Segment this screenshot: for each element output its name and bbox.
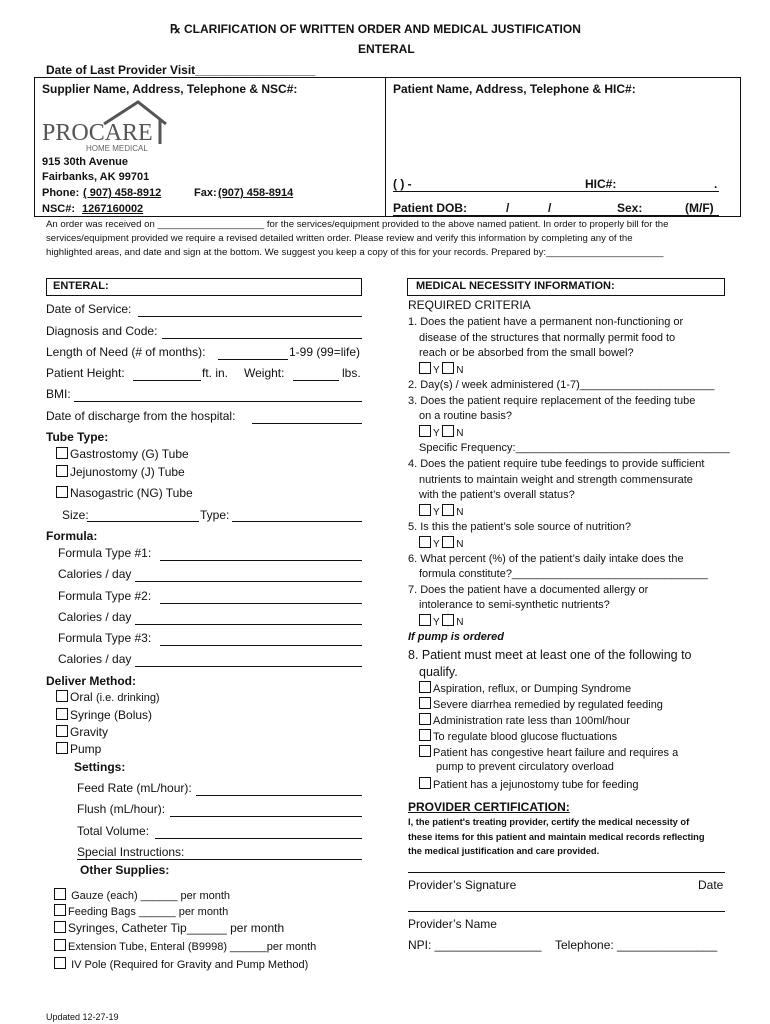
q6-line1: 6. What percent (%) of the patient’s daily intake does the — [408, 553, 684, 565]
calories1-label: Calories / day — [58, 567, 132, 581]
form-subtitle: ENTERAL — [358, 42, 415, 56]
supplier-nsc-label: NSC#: — [42, 203, 76, 215]
total-volume-label: Total Volume: — [77, 824, 150, 838]
no-label: N — [456, 507, 464, 518]
criteria-glucose[interactable] — [419, 729, 617, 743]
supplier-phone: ( 907) 458-8912 — [83, 187, 162, 199]
q1-line3: reach or be absorbed from the small bowel? — [419, 347, 634, 359]
checkbox[interactable] — [419, 614, 431, 626]
diagnosis-label: Diagnosis and Code: — [46, 324, 158, 338]
special-instructions-input[interactable] — [77, 859, 362, 860]
length-need-input[interactable] — [218, 359, 288, 360]
length-need-range: 1-99 (99=life) — [289, 345, 361, 359]
syringe-label: Syringe (Bolus) — [70, 708, 153, 722]
intro-line3: highlighted areas, and date and sign at the bottom. We suggest you keep a copy of this for your records. Prepared by:______________________ — [46, 247, 664, 258]
criteria-diarrhea[interactable] — [419, 697, 663, 711]
feeding-bags-label: Feeding Bags ______ per month — [68, 906, 229, 918]
settings-label: Settings: — [74, 760, 126, 774]
checkbox[interactable] — [56, 690, 68, 702]
provider-date[interactable]: Date — [698, 878, 724, 892]
medical-header: MEDICAL NECESSITY INFORMATION: — [416, 280, 615, 292]
tube-gastrostomy-label: Gastrostomy (G) Tube — [70, 447, 189, 461]
date-of-service-label: Date of Service: — [46, 302, 132, 316]
checkbox[interactable] — [419, 536, 431, 548]
checkbox[interactable] — [419, 681, 431, 693]
oral-label: Oral — [70, 690, 93, 704]
cert-line2: these items for this patient and maintain medical records reflecting — [408, 832, 705, 842]
supplier-nsc: 1267160002 — [82, 203, 144, 215]
tube-nasogastric[interactable] — [56, 486, 193, 500]
type-label: Type: — [200, 508, 230, 522]
checkbox[interactable] — [56, 465, 68, 477]
criteria-chf-line2: pump to prevent circulatory overload — [436, 761, 614, 773]
no-label: N — [456, 365, 464, 376]
calories3-input[interactable] — [135, 666, 362, 667]
provider-name[interactable]: Provider’s Name — [408, 917, 497, 931]
criteria-aspiration[interactable] — [419, 681, 631, 695]
weight-input[interactable] — [293, 380, 339, 381]
no-label: N — [456, 428, 464, 439]
discharge-label: Date of discharge from the hospital: — [46, 409, 236, 423]
q8-line2: qualify. — [419, 665, 458, 679]
q1-line1: 1. Does the patient have a permanent non-functioning or — [408, 316, 684, 328]
c4-label: To regulate blood glucose fluctuations — [433, 731, 618, 743]
q6-line2[interactable]: formula constitute?________________________________ — [419, 568, 708, 580]
tube-jejunostomy[interactable] — [56, 465, 185, 479]
supply-syringes[interactable] — [54, 921, 284, 935]
checkbox[interactable] — [56, 486, 68, 498]
patient-phone-field[interactable]: ( ) - — [393, 177, 412, 191]
c2-label: Severe diarrhea remedied by regulated feeding — [433, 699, 663, 711]
patient-hic-end: . — [714, 177, 718, 191]
q7-yes-no[interactable] — [419, 614, 464, 628]
criteria-chf[interactable] — [419, 745, 678, 759]
enteral-header: ENTERAL: — [53, 280, 109, 292]
patient-phone-line — [393, 191, 719, 192]
supplier-address1: 915 30th Avenue — [42, 156, 129, 168]
q2[interactable]: 2. Day(s) / week administered (1-7)______________________ — [408, 379, 715, 391]
deliver-syringe[interactable] — [56, 708, 152, 722]
patient-dob-line — [393, 215, 719, 216]
patient-sex-label[interactable]: Sex: — [617, 201, 643, 215]
q3-yes-no[interactable] — [419, 425, 464, 439]
checkbox[interactable] — [54, 957, 66, 969]
formula2-input[interactable] — [160, 603, 362, 604]
procare-logo — [42, 98, 172, 158]
q5: 5. Is this the patient’s sole source of nutrition? — [408, 521, 631, 533]
dob-slash-2: / — [548, 201, 552, 215]
checkbox[interactable] — [56, 708, 68, 720]
q3-line2: on a routine basis? — [419, 410, 512, 422]
yes-label: Y — [433, 539, 440, 550]
q7-line1: 7. Does the patient have a documented allergy or — [408, 584, 649, 596]
checkbox[interactable] — [56, 742, 68, 754]
q5-yes-no[interactable] — [419, 536, 464, 550]
patient-label: Patient Name, Address, Telephone & HIC#: — [393, 82, 636, 96]
provider-npi[interactable]: NPI: ________________ — [408, 938, 542, 952]
type-input[interactable] — [232, 521, 362, 522]
c5-label: Patient has congestive heart failure and requires a — [433, 747, 679, 759]
date-of-service-input[interactable] — [138, 316, 362, 317]
q3-line1: 3. Does the patient require replacement of the feeding tube — [408, 395, 696, 407]
supplier-fax: (907) 458-8914 — [218, 187, 294, 199]
criteria-jejunostomy[interactable] — [419, 777, 638, 791]
q7-line2: intolerance to semi-synthetic nutrients? — [419, 599, 610, 611]
checkbox[interactable] — [419, 362, 431, 374]
no-label: N — [456, 539, 464, 550]
provider-telephone[interactable]: Telephone: _______________ — [555, 938, 718, 952]
formula2-label: Formula Type #2: — [58, 589, 152, 603]
checkbox[interactable] — [419, 713, 431, 725]
oral-note: (i.e. drinking) — [96, 692, 160, 704]
cert-line3: the medical justification and care provided. — [408, 846, 600, 856]
yes-label: Y — [433, 507, 440, 518]
patient-dob-label[interactable]: Patient DOB: — [393, 201, 468, 215]
yes-label: Y — [433, 617, 440, 628]
supplier-address2: Fairbanks, AK 99701 — [42, 171, 150, 183]
iv-pole-label: IV Pole (Required for Gravity and Pump Method) — [71, 959, 309, 971]
c3-label: Administration rate less than 100ml/hour — [433, 715, 630, 727]
name-top-line — [408, 911, 725, 912]
deliver-gravity[interactable] — [56, 725, 108, 739]
checkbox[interactable] — [419, 729, 431, 741]
deliver-oral[interactable] — [56, 690, 160, 704]
tube-nasogastric-label: Nasogastric (NG) Tube — [70, 486, 193, 500]
tube-gastrostomy[interactable] — [56, 447, 189, 461]
other-supplies-label: Other Supplies: — [80, 863, 170, 877]
q4-line3: with the patient’s overall status? — [419, 489, 575, 501]
q1-line2: disease of the structures that normally permit food to — [419, 332, 676, 344]
supplier-phone-label: Phone: — [42, 187, 80, 199]
checkbox[interactable] — [54, 904, 66, 916]
logo-subtext: HOME MEDICAL — [86, 144, 148, 153]
gauze-label: Gauze (each) ______ per month — [71, 890, 231, 902]
length-need-label: Length of Need (# of months): — [46, 345, 206, 359]
provider-cert-header: PROVIDER CERTIFICATION: — [408, 800, 570, 814]
no-label: N — [456, 617, 464, 628]
dob-slash-1: / — [506, 201, 510, 215]
cert-line1: I, the patient's treating provider, certify the medical necessity of — [408, 817, 690, 827]
supplier-label: Supplier Name, Address, Telephone & NSC#: — [42, 82, 298, 96]
height-input[interactable] — [133, 380, 201, 381]
c1-label: Aspiration, reflux, or Dumping Syndrome — [433, 683, 632, 695]
checkbox[interactable] — [419, 425, 431, 437]
q4-line1: 4. Does the patient require tube feedings to provide sufficient — [408, 458, 705, 470]
signature-top-line — [408, 872, 725, 873]
syringes-label: Syringes, Catheter Tip______ per month — [68, 921, 285, 935]
deliver-method-label: Deliver Method: — [46, 674, 137, 688]
checkbox[interactable] — [54, 921, 66, 933]
checkbox[interactable] — [442, 425, 454, 437]
checkbox[interactable] — [419, 697, 431, 709]
weight-unit: lbs. — [342, 366, 361, 380]
intro-line1: An order was received on ____________________ for the services/equipment provided to the above named patient. In order to properly bill for the — [46, 219, 669, 230]
supply-extension-tube[interactable] — [54, 939, 316, 953]
checkbox[interactable] — [54, 888, 66, 900]
checkbox[interactable] — [442, 362, 454, 374]
q4-line2: nutrients to maintain weight and strength commensurate — [419, 474, 693, 486]
total-volume-input[interactable] — [155, 838, 362, 839]
flush-input[interactable] — [170, 816, 362, 817]
last-visit-field[interactable]: Date of Last Provider Visit__________________ — [46, 63, 316, 77]
feed-rate-label: Feed Rate (mL/hour): — [77, 781, 192, 795]
size-input[interactable] — [87, 521, 199, 522]
gravity-label: Gravity — [70, 725, 109, 739]
checkbox[interactable] — [419, 777, 431, 789]
provider-signature[interactable]: Provider’s Signature — [408, 878, 517, 892]
checkbox[interactable] — [419, 745, 431, 757]
checkbox[interactable] — [442, 504, 454, 516]
if-pump-ordered: If pump is ordered — [408, 631, 504, 643]
tube-jejunostomy-label: Jejunostomy (J) Tube — [70, 465, 185, 479]
bmi-label: BMI: — [46, 387, 71, 401]
calories2-input[interactable] — [135, 624, 362, 625]
supply-feeding-bags[interactable] — [54, 904, 228, 918]
checkbox[interactable] — [419, 504, 431, 516]
discharge-input[interactable] — [252, 423, 362, 424]
rx-symbol: ℞ — [170, 22, 181, 36]
required-criteria: REQUIRED CRITERIA — [408, 298, 531, 312]
weight-label: Weight: — [244, 366, 285, 380]
formula3-input[interactable] — [160, 645, 362, 646]
special-instructions-label: Special Instructions: — [77, 845, 185, 859]
checkbox[interactable] — [56, 447, 68, 459]
supply-iv-pole[interactable] — [54, 957, 308, 971]
calories2-label: Calories / day — [58, 610, 132, 624]
formula-label: Formula: — [46, 529, 98, 543]
supply-gauze[interactable] — [54, 888, 230, 902]
flush-label: Flush (mL/hour): — [77, 802, 166, 816]
q8-line1: 8. Patient must meet at least one of the following to — [408, 648, 692, 662]
q4-yes-no[interactable] — [419, 504, 464, 518]
tube-type-label: Tube Type: — [46, 430, 109, 444]
box-divider — [385, 77, 386, 217]
updated-date: Updated 12-27-19 — [46, 1012, 119, 1022]
yes-label: Y — [433, 428, 440, 439]
ext-tube-label: Extension Tube, Enteral (B9998) ______per month — [68, 941, 317, 953]
checkbox[interactable] — [54, 939, 66, 951]
calories1-input[interactable] — [135, 581, 362, 582]
specific-frequency[interactable]: Specific Frequency:___________________________________ — [419, 442, 730, 454]
calories3-label: Calories / day — [58, 652, 132, 666]
height-label: Patient Height: — [46, 366, 125, 380]
yes-label: Y — [433, 365, 440, 376]
c6-label: Patient has a jejunostomy tube for feeding — [433, 779, 639, 791]
criteria-admin-rate[interactable] — [419, 713, 630, 727]
checkbox[interactable] — [442, 614, 454, 626]
patient-hic-label: HIC#: — [585, 177, 617, 191]
q1-yes-no[interactable] — [419, 362, 464, 376]
patient-sex-options: (M/F) — [685, 201, 714, 215]
pump-label: Pump — [70, 742, 102, 756]
deliver-pump[interactable] — [56, 742, 101, 756]
checkbox[interactable] — [442, 536, 454, 548]
intro-line2: services/equipment provided we require a revised detailed written order. Please review and verify this information by completing any of the — [46, 233, 633, 244]
feed-rate-input[interactable] — [196, 795, 362, 796]
height-unit: ft. in. — [202, 366, 229, 380]
size-label: Size: — [62, 508, 89, 522]
logo-text: PROCARE — [42, 120, 153, 146]
formula3-label: Formula Type #3: — [58, 631, 152, 645]
form-title: CLARIFICATION OF WRITTEN ORDER AND MEDICAL JUSTIFICATION — [184, 22, 581, 36]
checkbox[interactable] — [56, 725, 68, 737]
formula1-label: Formula Type #1: — [58, 546, 152, 560]
diagnosis-input[interactable] — [162, 338, 362, 339]
supplier-fax-label: Fax: — [194, 187, 217, 199]
formula1-input[interactable] — [160, 560, 362, 561]
bmi-input[interactable] — [74, 401, 362, 402]
